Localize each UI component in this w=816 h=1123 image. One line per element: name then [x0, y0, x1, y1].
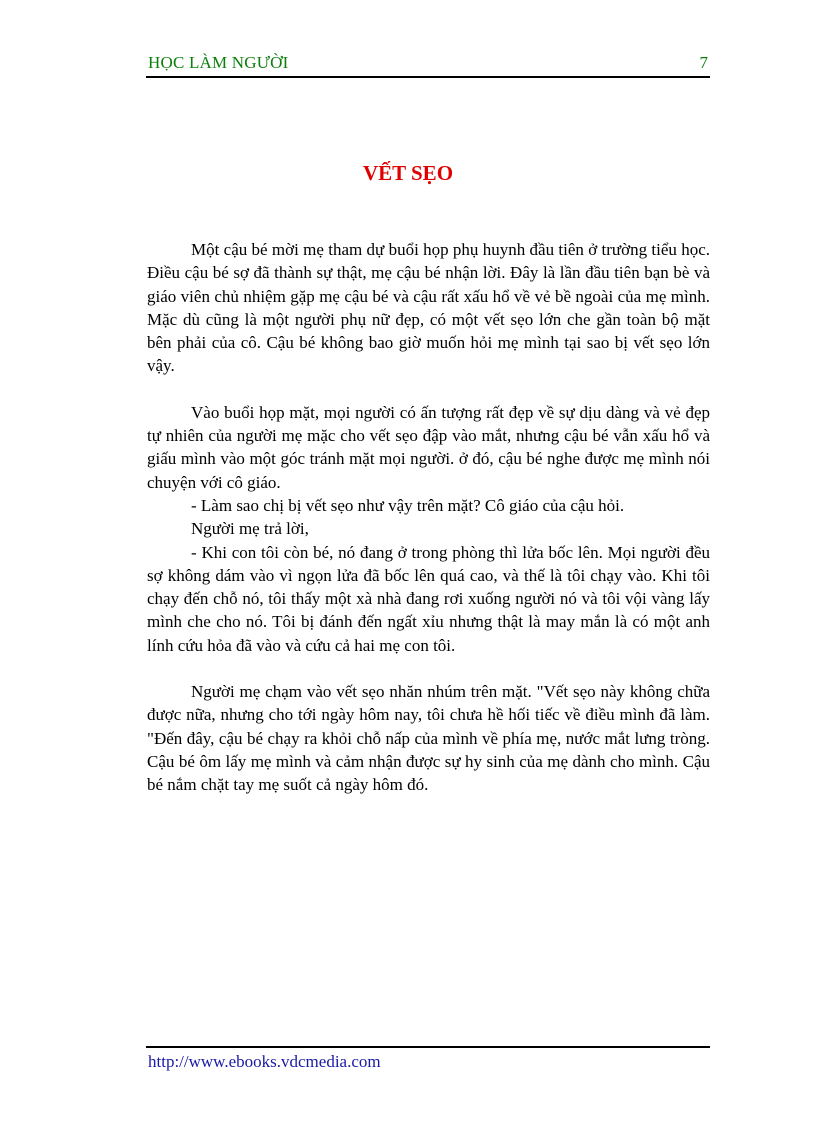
page-header [146, 52, 710, 78]
story-title: VẾT SẸO [362, 161, 454, 185]
footer-url-link[interactable]: http://www.ebooks.vdcmedia.com [148, 1052, 381, 1071]
dialogue-answer: - Khi con tôi còn bé, nó đang ở trong phòng thì lửa bốc lên. Mọi người đều sợ không dám vào vì ngọn lửa đã bốc lên quá cao, và thế là tôi chạy vào. Khi tôi chạy đến chỗ nó, tôi thấy một xà nhà đang rơi xuống người nó và tôi vội vàng lấy mình che cho nó. Tôi bị đánh đến ngất xỉu nhưng thật là may mắn là có một anh lính cứu hỏa đã vào và cứu cả hai mẹ con tôi. [147, 542, 710, 655]
page-number: 7 [699, 53, 708, 72]
footer-divider [146, 1046, 710, 1048]
dialogue-question: - Làm sao chị bị vết sẹo như vậy trên mặt? Cô giáo của cậu hỏi. [191, 495, 625, 515]
paragraph-1: Một cậu bé mời mẹ tham dự buổi họp phụ huynh đầu tiên ở trường tiểu học. Điều cậu bé sợ đã thành sự thật, mẹ cậu bé nhận lời. Đây là lần đầu tiên bạn bè và giáo viên chủ nhiệm gặp mẹ cậu bé và cậu rất xấu hổ về vẻ bề ngoài của mẹ mình. Mặc dù cũng là một người phụ nữ đẹp, có một vết sẹo lớn che gần toàn bộ mặt bên phải của cô. Cậu bé không bao giờ muốn hỏi mẹ mình tại sao bị vết sẹo lớn vậy. [147, 240, 710, 376]
paragraph-2: Vào buổi họp mặt, mọi người có ấn tượng rất đẹp về sự dịu dàng và vẻ đẹp tự nhiên của người mẹ mặc cho vết sẹo đập vào mắt, nhưng cậu bé vẫn xấu hổ và giấu mình vào một góc tránh mặt mọi người. ở đó, cậu bé nghe được mẹ mình nói chuyện với cô giáo. [147, 402, 710, 492]
paragraph-final: Người mẹ chạm vào vết sẹo nhăn nhúm trên mặt. "Vết sẹo này không chữa được nữa, nhưng cho tới ngày hôm nay, tôi chưa hề hối tiếc về điều mình đã làm. "Đến đây, cậu bé chạy ra khỏi chỗ nấp của mình về phía mẹ, nước mắt lưng tròng. Cậu bé ôm lấy mẹ mình và cảm nhận được sự hy sinh của mẹ dành cho mình. Cậu bé nắm chặt tay mẹ suốt cả ngày hôm đó. [147, 682, 710, 795]
story-body [147, 238, 710, 797]
book-title: HỌC LÀM NGƯỜI [148, 53, 289, 72]
dialogue-intro: Người mẹ trả lời, [191, 519, 309, 539]
